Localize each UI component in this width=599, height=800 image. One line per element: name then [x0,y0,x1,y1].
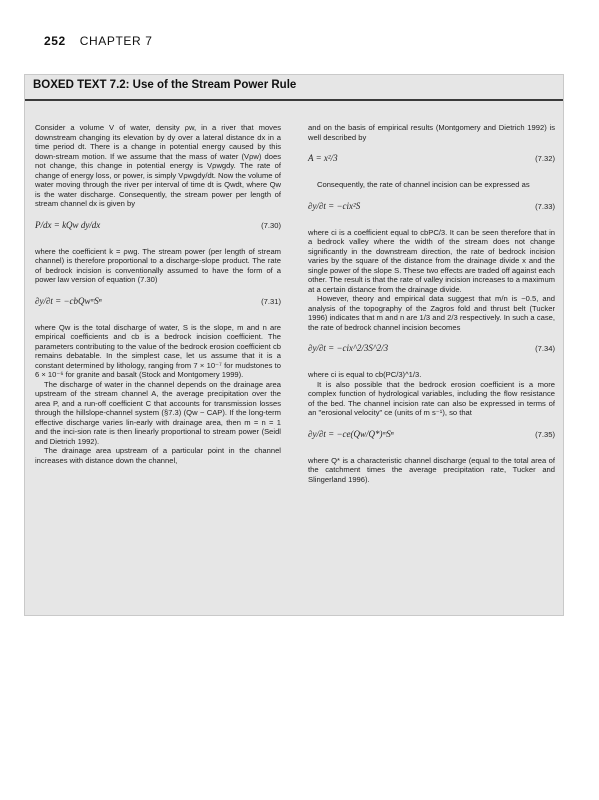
box-title-bar [25,75,563,101]
equation-7-31 [35,291,281,317]
right-paragraph-6: It is also possible that the bedrock erosion coefficient is a more complex function of hydrological variables, including the flow resistance of the bed. The channel incision rate can also be expressed in terms of an "erosional velocity" ce (units of m s⁻¹), so that [308,379,555,417]
equation-expression: ∂y/∂t = −ce(Qw/Q*)ᵐSⁿ [308,428,394,439]
right-paragraph-2: Consequently, the rate of channel incision can be expressed as [317,180,530,189]
right-paragraph-1: and on the basis of empirical results (Montgomery and Dietrich 1992) is well described by [308,123,555,142]
right-paragraph-4: However, theory and empirical data suggest that m/n is ~0.5, and analysis of the topography of the Zagros fold and thrust belt (Tucker 1996) indicates that m and n are 1/3 and 2/3 respectively. In such a case, the rate of bedrock channel incision becomes [308,294,555,332]
left-paragraph-3: where Qw is the total discharge of water, S is the slope, m and n are empirical coefficients and cb is a bedrock incision coefficient. The parameters contributing to the value of the bedrock erosion coefficient cb remains debatable. In the simplest case, let us assume that it is a constant determined by lithology, ranging from 7 × 10⁻⁷ for mudstones to 6 × 10⁻⁶ for granite and basalt (Stock and Montgomery 1999). [35,322,281,379]
left-paragraph-5: The drainage area upstream of a particular point in the channel increases with distance down the channel, [35,446,281,465]
chapter-label: CHAPTER 7 [79,34,153,48]
equation-expression: A = x²/3 [308,153,338,163]
equation-7-32 [308,148,555,174]
equation-number: (7.30) [261,220,281,230]
left-column [35,123,281,465]
left-paragraph-2: where the coefficient k = ρwg. The stream power (per length of stream channel) is therefore proportional to a discharge-slope product. The rate of bedrock incision is conventionally assumed to have the form of a power law version of equation (7.30) [35,246,281,284]
equation-7-33 [308,196,555,222]
equation-7-30 [35,215,281,241]
page-number: 252 [44,34,66,48]
left-paragraph-1: Consider a volume V of water, density ρw, in a river that moves downstream changing its elevation by dy over a lateral distance dx in a time period dt. There is a change in potential energy caused by this down-stream motion. If we assume that the mass of water (Vρw) does not change, this change in potential energy is Vρwgdy. The rate of change of energy loss, or power, is simply Vρwgdy/dt. Now the volume of water moving through the river per interval of time dt is Qwdt, where Qw is the water discharge. Consequently, the stream power per length of stream channel dx is given by [35,123,281,208]
right-column [308,123,555,484]
right-paragraph-5: where ci is equal to cb(PC/3)^1/3. [308,370,422,379]
equation-7-34 [308,338,555,364]
equation-number: (7.31) [261,296,281,306]
equation-number: (7.32) [535,154,555,163]
equation-expression: ∂y/∂t = −cix^2/3S^2/3 [308,343,389,353]
equation-expression: ∂y/∂t = −cix²S [308,200,361,211]
equation-number: (7.33) [535,201,555,211]
right-paragraph-3: where ci is a coefficient equal to cbPC/3. It can be seen therefore that in a bedrock valley where the width of the stream does not change significantly in the downstream direction, the rate of bedrock incision varies by the square of the distance from the drainage divide x and the single power of the slope S. These two effects are traded off against each other. The result is that the rate of valley incision increases to a maximum at a certain distance from the drainage divide. [308,227,555,294]
box-title: BOXED TEXT 7.2: Use of the Stream Power Rule [33,79,297,91]
equation-7-35 [308,424,555,450]
left-paragraph-4: The discharge of water in the channel depends on the drainage area upstream of the stream channel A, the average precipitation over the area P, and a run-off coefficient C that accounts for transmission losses through the hillslope-channel system (§7.3) (Qw ~ CAP). If the long-term effective discharge varies lin-early with drainage area, then m = n = 1 and the inci-sion rate is then linearly proportional to stream power (Seidl and Dietrich 1992). [35,379,281,446]
right-paragraph-7: where Q* is a characteristic channel discharge (equal to the total area of the catchment times the average precipitation rate, Tucker and Slingerland 1996). [308,455,555,484]
equation-number: (7.35) [535,429,555,439]
equation-expression: P/dx = kQw dy/dx [35,219,101,230]
equation-number: (7.34) [535,344,555,353]
equation-expression: ∂y/∂t = −cbQwᵐSⁿ [35,295,102,306]
boxed-text [24,74,564,616]
running-head [44,34,153,48]
